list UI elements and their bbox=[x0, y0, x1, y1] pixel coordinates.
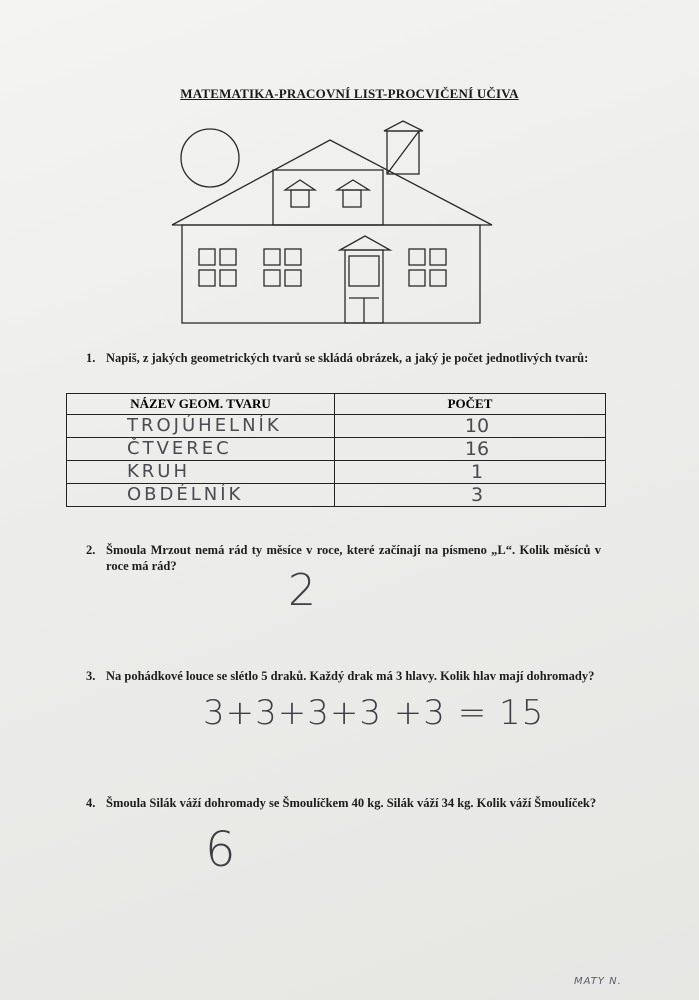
shape-name: TROJÚHELNÍK bbox=[127, 415, 282, 436]
sun-circle bbox=[181, 129, 239, 187]
question-1 bbox=[86, 350, 606, 366]
answer-3: 3+3+3+3 +3 = 15 bbox=[203, 693, 545, 733]
column-header-count: POČET bbox=[335, 394, 606, 415]
roof-triangle bbox=[172, 140, 492, 225]
shape-count: 3 bbox=[470, 484, 484, 506]
shape-name: ČTVEREC bbox=[127, 438, 232, 459]
shape-name: OBDÉLNÍK bbox=[127, 484, 244, 505]
answer-2: 2 bbox=[288, 565, 316, 616]
shape-name: KRUH bbox=[127, 461, 191, 482]
question-text: Šmoula Mrzout nemá rád ty měsíce v roce, které začínají na písmeno „L“. Kolik měsíců v roce má rád? bbox=[106, 543, 601, 573]
question-number: 3. bbox=[86, 669, 96, 683]
table-header-row bbox=[67, 394, 606, 415]
question-number: 4. bbox=[86, 796, 96, 810]
question-4 bbox=[86, 795, 606, 811]
table-row bbox=[67, 484, 606, 507]
worksheet-title: MATEMATIKA-PRACOVNÍ LIST-PROCVIČENÍ UČIVA bbox=[180, 86, 519, 101]
shape-count: 1 bbox=[470, 461, 484, 483]
question-3 bbox=[86, 668, 606, 684]
table-row bbox=[67, 461, 606, 484]
house-body bbox=[182, 225, 480, 323]
question-2 bbox=[86, 542, 606, 574]
shapes-table bbox=[66, 393, 606, 507]
house-drawing bbox=[165, 118, 505, 328]
student-signature: MATY N. bbox=[574, 976, 622, 987]
question-text: Na pohádkové louce se slétlo 5 draků. Každý drak má 3 hlavy. Kolik hlav mají dohromady? bbox=[106, 669, 595, 683]
question-number: 2. bbox=[86, 543, 96, 557]
shape-count: 10 bbox=[464, 415, 490, 437]
shape-count: 16 bbox=[464, 438, 490, 460]
question-text: Napiš, z jakých geometrických tvarů se skládá obrázek, a jaký je počet jednotlivých tvarů: bbox=[106, 351, 589, 365]
chimney-top bbox=[384, 121, 423, 131]
question-text: Šmoula Silák váží dohromady se Šmoulíčkem 40 kg. Silák váží 34 kg. Kolik váží Šmoulíček? bbox=[106, 796, 597, 810]
table-row bbox=[67, 415, 606, 438]
attic-rectangle bbox=[273, 170, 383, 225]
table-row bbox=[67, 438, 606, 461]
column-header-shape: NÁZEV GEOM. TVARU bbox=[67, 394, 335, 415]
question-number: 1. bbox=[86, 351, 96, 365]
answer-4: 6 bbox=[205, 822, 236, 878]
